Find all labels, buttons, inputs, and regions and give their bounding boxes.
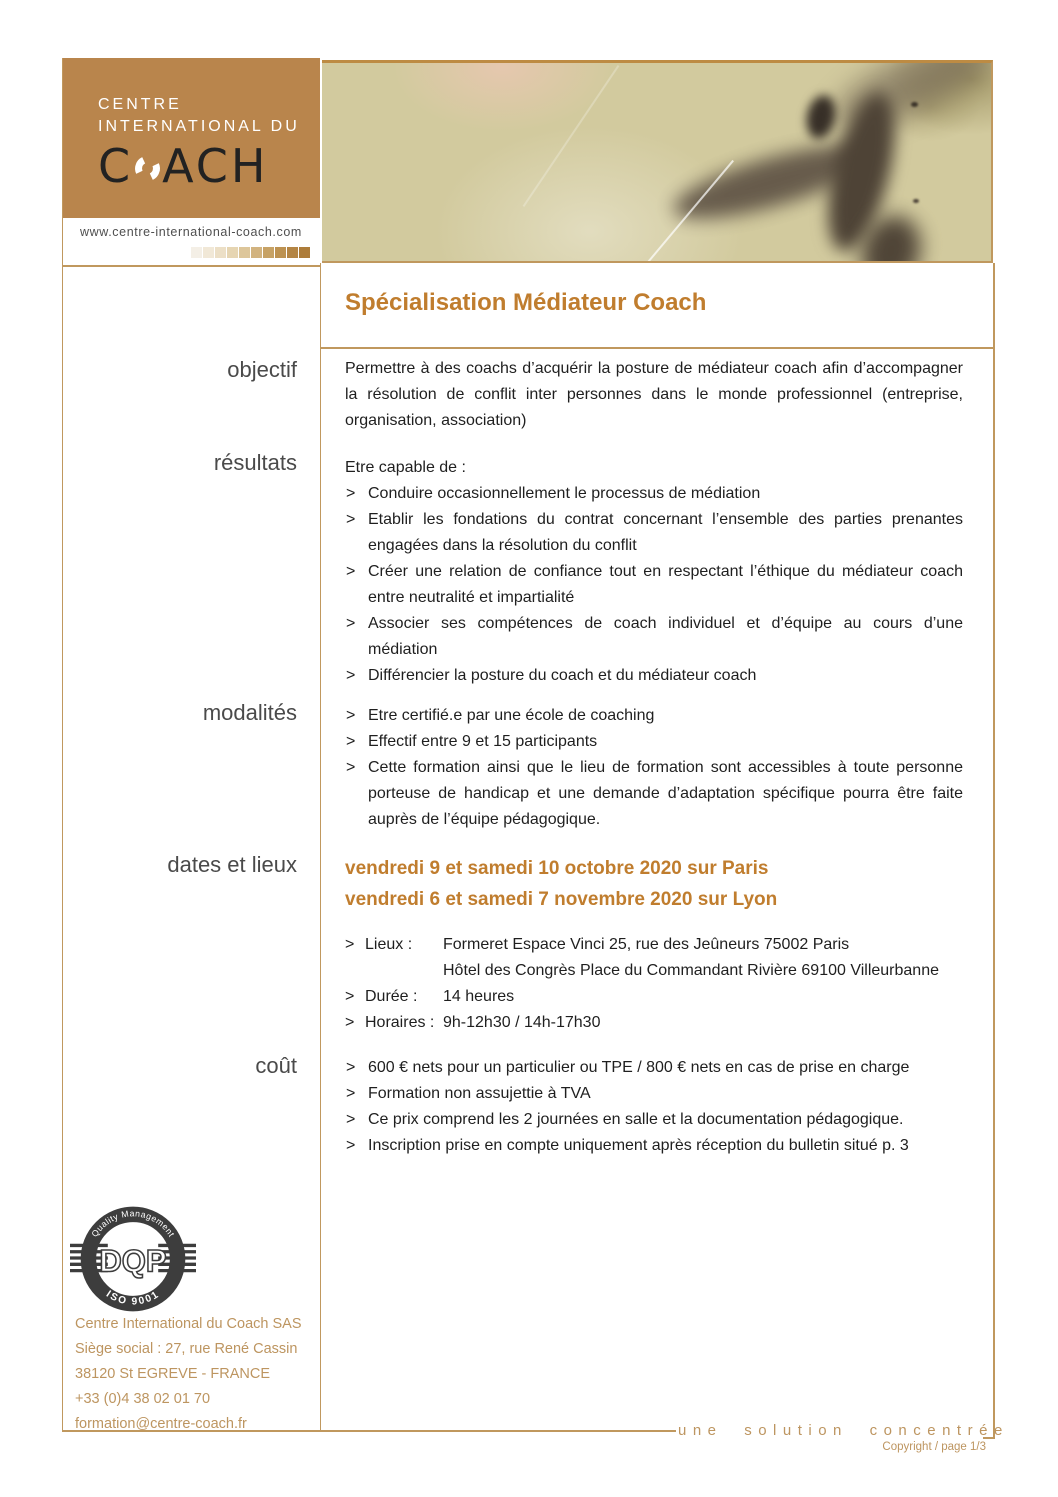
list-item: [345, 559, 963, 611]
bullet-marker: >: [346, 563, 356, 580]
photo-scratch-line: [523, 65, 620, 207]
section-cout: [345, 1055, 963, 1159]
photo-speck: [913, 199, 919, 203]
bullet-marker: >: [346, 667, 356, 684]
logo-text-line2: INTERNATIONAL DU: [98, 118, 300, 135]
address-line: formation@centre-coach.fr: [75, 1416, 247, 1432]
detail-key: Lieux :: [365, 936, 413, 953]
bullet-text: Cette formation ainsi que le lieu de formation sont accessibles à toute personne porteuse de handicap et une demande d’adaptation spécifique pourra être faite auprès de l’équipe pédagogique.: [368, 759, 963, 828]
tagline: une solution concentrée: [678, 1422, 1009, 1439]
detail-value: Formeret Espace Vinci 25, rue des Jeûneurs 75002 Paris: [443, 936, 850, 953]
list-item: [345, 1107, 963, 1133]
page-title: Spécialisation Médiateur Coach: [345, 289, 707, 316]
bullet-marker: >: [346, 1111, 356, 1128]
gradient-square: [203, 247, 214, 258]
bullet-text: Etre certifié.e par une école de coaching: [368, 707, 655, 724]
company-address: [75, 1312, 315, 1437]
gradient-square: [191, 247, 202, 258]
objectif-paragraph: Permettre à des coachs d’acquérir la posture de médiateur coach afin d’accompagner la résolution de conflit inter personnes dans le monde professionnel (entreprise, organisation, association): [345, 360, 963, 429]
date-highlight: vendredi 6 et samedi 7 novembre 2020 sur Lyon: [345, 889, 778, 910]
section-objectif: [345, 356, 963, 434]
logo-o-icon: [132, 152, 164, 184]
website-url: www.centre-international-coach.com: [62, 218, 320, 246]
bullet-text: 600 € nets pour un particulier ou TPE / 800 € nets en cas de prise en charge: [368, 1059, 910, 1076]
list-item: [345, 611, 963, 663]
bullet-text: Créer une relation de confiance tout en respectant l’éthique du médiateur coach entre neutralité et impartialité: [368, 563, 963, 606]
column-divider-line: [320, 263, 321, 1432]
address-line: Centre International du Coach SAS: [75, 1316, 302, 1332]
list-item: [345, 481, 963, 507]
section-label-cout: coût: [255, 1053, 297, 1078]
right-border-line: [993, 263, 995, 1439]
bullet-marker: >: [345, 988, 355, 1005]
bullet-text: Ce prix comprend les 2 journées en salle et la documentation pédagogique.: [368, 1111, 904, 1128]
logo-coach-c: C: [98, 139, 134, 193]
list-item: [345, 729, 963, 755]
bullet-marker: >: [346, 615, 356, 632]
gradient-square: [287, 247, 298, 258]
gradient-squares: [62, 247, 310, 258]
section-label-resultats: résultats: [213, 450, 297, 475]
bullet-text: Effectif entre 9 et 15 participants: [368, 733, 598, 750]
section-modalites: [345, 703, 963, 833]
list-item: [345, 1081, 963, 1107]
bullet-marker: [345, 958, 365, 984]
badge-arc-top-text: Quality Management: [89, 1208, 177, 1239]
detail-row: [345, 932, 963, 958]
bullet-marker: >: [346, 1059, 356, 1076]
detail-key: Durée :: [365, 988, 418, 1005]
bullet-marker: >: [346, 733, 356, 750]
list-item: [345, 1133, 963, 1159]
bullet-marker: >: [346, 511, 356, 528]
section-dates-lieux: [345, 853, 963, 1036]
badge-arc-bottom-text: ISO 9001: [103, 1288, 162, 1308]
section-label-modalites: modalités: [202, 700, 297, 725]
bullet-marker: >: [346, 707, 356, 724]
bullet-marker: >: [346, 485, 356, 502]
address-line: 38120 St EGREVE - FRANCE: [75, 1366, 271, 1382]
gradient-square: [275, 247, 286, 258]
bullet-marker: >: [346, 1085, 356, 1102]
detail-row: [345, 958, 963, 984]
detail-row: [345, 1010, 963, 1036]
iso-9001-badge-icon: [70, 1196, 196, 1322]
detail-value: 14 heures: [443, 988, 515, 1005]
gradient-square: [239, 247, 250, 258]
list-item: [345, 755, 963, 833]
detail-value: 9h-12h30 / 14h-17h30: [443, 1014, 601, 1031]
bird-head: [803, 93, 840, 142]
gradient-square: [299, 247, 310, 258]
gradient-square: [215, 247, 226, 258]
gradient-square: [251, 247, 262, 258]
bullet-text: Etablir les fondations du contrat concernant l’ensemble des parties prenantes engagées dans la résolution du conflit: [368, 511, 963, 554]
bullet-text: Formation non assujettie à TVA: [368, 1085, 591, 1102]
dates-details: [345, 932, 963, 1036]
bullet-marker: >: [345, 936, 355, 953]
gradient-square: [227, 247, 238, 258]
section-label-objectif: objectif: [227, 357, 297, 382]
badge-center-letters: DQP: [99, 1243, 167, 1279]
gradient-square: [263, 247, 274, 258]
resultats-intro: Etre capable de :: [345, 459, 466, 476]
photo-speck: [911, 102, 918, 107]
detail-row: [345, 984, 963, 1010]
section-resultats: [345, 455, 963, 689]
bullet-text: Associer ses compétences de coach individuel et d’équipe au cours d’une médiation: [368, 615, 963, 658]
logo-coach-rest: ACH: [162, 139, 269, 193]
date-highlight: vendredi 9 et samedi 10 octobre 2020 sur Paris: [345, 858, 769, 879]
bullet-text: Conduire occasionnellement le processus de médiation: [368, 485, 761, 502]
logo: [62, 58, 320, 218]
header-divider-line: [62, 265, 320, 267]
list-item: [345, 507, 963, 559]
logo-coach-word: [98, 141, 320, 191]
detail-key: [365, 958, 443, 984]
address-line: +33 (0)4 38 02 01 70: [75, 1391, 211, 1407]
list-item: [345, 703, 963, 729]
logo-text-line1: CENTRE: [98, 96, 182, 113]
bullet-marker: >: [345, 1014, 355, 1031]
address-line: Siège social : 27, rue René Cassin: [75, 1341, 298, 1357]
bullet-text: Inscription prise en compte uniquement après réception du bulletin situé p. 3: [368, 1137, 909, 1154]
bullet-text: Différencier la posture du coach et du médiateur coach: [368, 667, 757, 684]
bullet-marker: >: [346, 1137, 356, 1154]
list-item: [345, 1055, 963, 1081]
hero-photo-bird: [322, 60, 993, 263]
copyright-page-number: Copyright / page 1/3: [882, 1441, 986, 1453]
title-divider-line: [321, 347, 993, 349]
bullet-marker: >: [346, 759, 356, 776]
list-item: [345, 663, 963, 689]
detail-key: Horaires :: [365, 1014, 435, 1031]
section-label-dates-lieux: dates et lieux: [167, 852, 297, 877]
detail-value: Hôtel des Congrès Place du Commandant Rivière 69100 Villeurbanne: [443, 962, 939, 979]
